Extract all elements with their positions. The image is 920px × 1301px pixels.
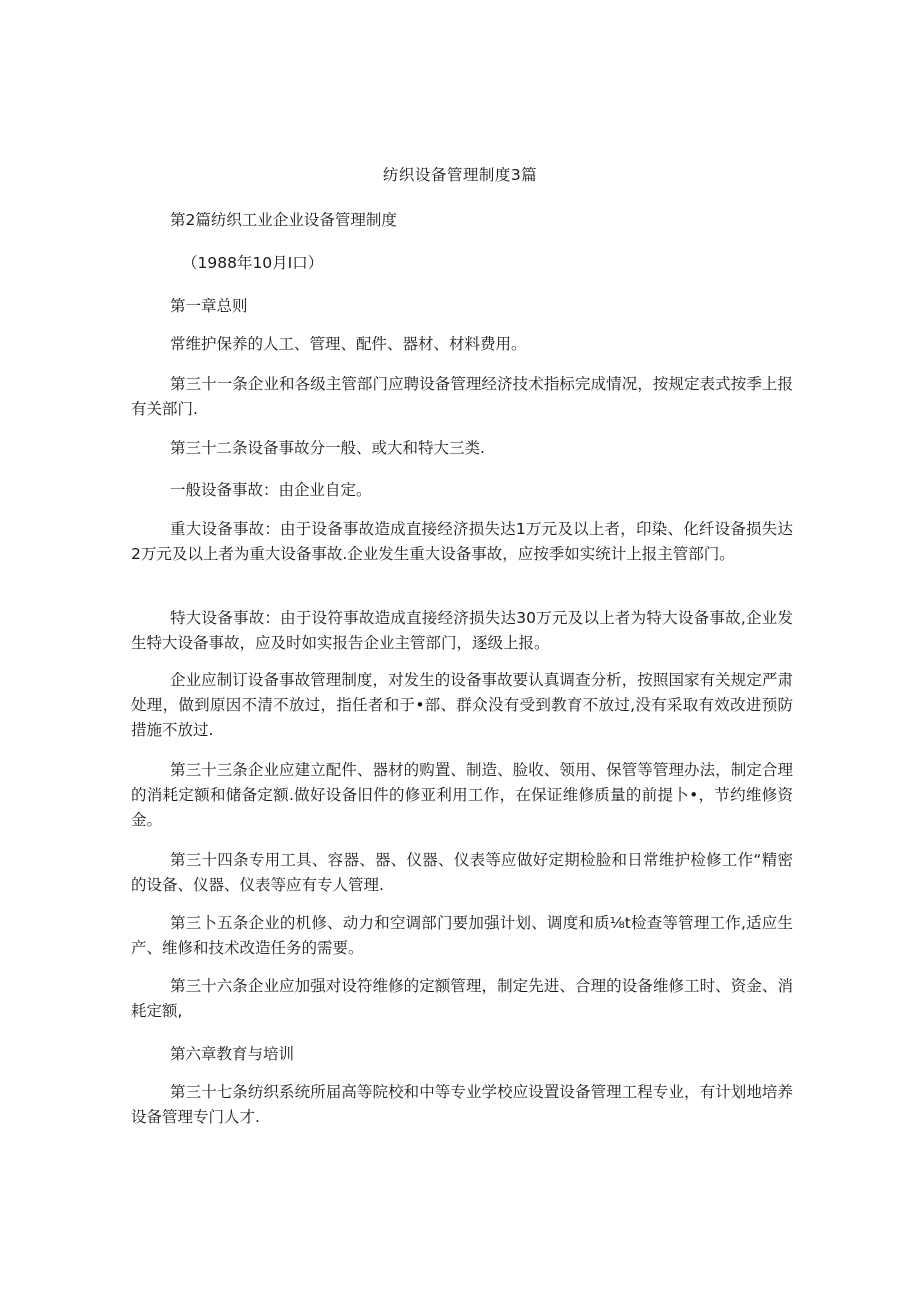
- paragraph: 第三十一条企业和各级主管部门应聘设备管理经济技术指标完成情况，按规定表式按季上报有关部门.: [131, 375, 793, 418]
- document-title: 纺织设备管理制度3篇: [382, 166, 538, 184]
- paragraph: 第三十七条纺织系统所届高等院校和中等专业学校应设置设备管理工程专业，有计划地培养设备管理专门人才.: [131, 1083, 793, 1126]
- date-note: （1988年10月I口）: [182, 254, 324, 272]
- paragraph: 第三十六条企业应加强对设符维修的定额管理，制定先进、合理的设备维修工时、资金、消耗定额,: [131, 977, 793, 1020]
- paragraph: 企业应制订设备事故管理制度，对发生的设备事故要认真调查分析，按照国家有关规定严肃处理，做到原因不清不放过，指任者和于•部、群众没有受到教育不放过,没有采取有效改进预防措施不放过.: [131, 671, 793, 739]
- paragraph: 第三十二条设备事故分一般、或大和特大三类.: [170, 439, 485, 457]
- document-subtitle: 第2篇纺织工业企业设备管理制度: [170, 211, 397, 229]
- paragraph: 重大设备事故：由于设备事故造成直接经济损失达1万元及以上者，印染、化纤设备损失达2万元及以上者为重大设备事故.企业发生重大设备事故，应按季如实统计上报主管部门。: [131, 520, 793, 563]
- paragraph: 特大设备事故：由于设符事故造成直接经济损失达30万元及以上者为特大设备事故,企业发生特大设备事故，应及时如实报告企业主管部门，逐级上报。: [131, 609, 793, 652]
- paragraph: 第三十四条专用工具、容器、器、仪器、仪表等应做好定期检脸和日常维护检修工作“精密的设备、仪器、仪表等应有专人管理.: [131, 851, 793, 894]
- paragraph: 常维护保养的人工、管理、配件、器材、材料费用。: [170, 335, 527, 353]
- chapter-heading-6: 第六章教育与培训: [170, 1045, 295, 1063]
- paragraph: 第三十三条企业应建立配件、器材的购置、制造、脸收、领用、保管等管理办法，制定合理的消耗定额和储备定额.做好设备旧件的修亚利用工作，在保证维修质量的前提卜•，节约维修资金。: [131, 761, 793, 829]
- chapter-heading-1: 第一章总则: [170, 297, 248, 315]
- paragraph: 第三卜五条企业的机修、动力和空调部门要加强计划、调度和质⅛t检查等管理工作,适应生产、维修和技术改造任务的需要。: [131, 914, 793, 957]
- paragraph: 一般设备事故：由企业自定。: [170, 481, 372, 499]
